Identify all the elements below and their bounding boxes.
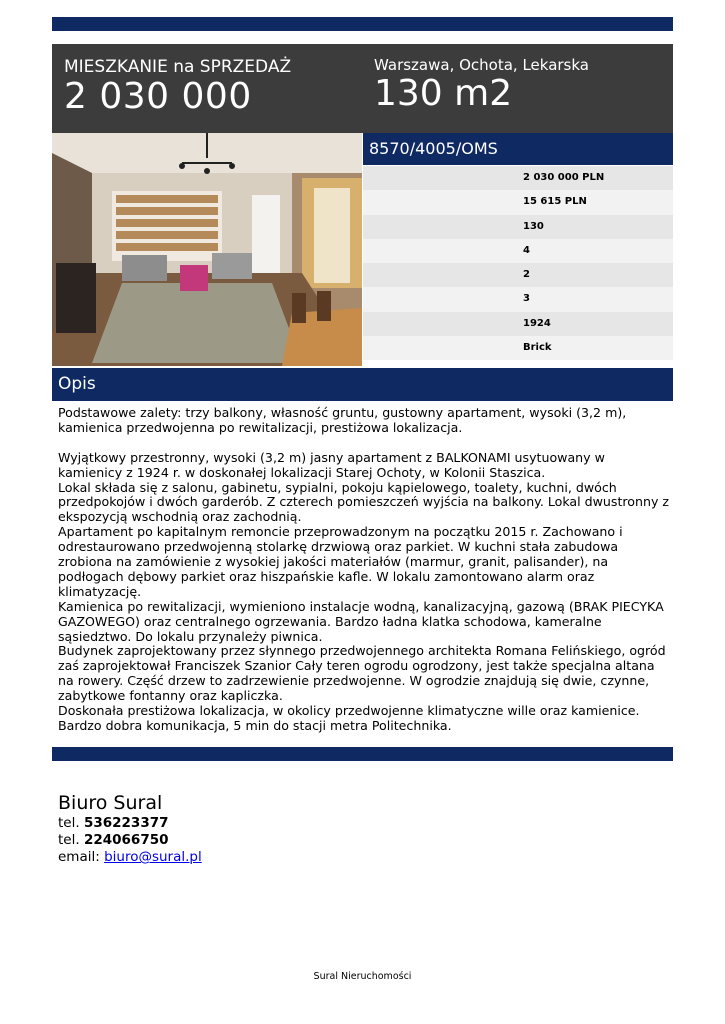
description-body — [58, 406, 670, 734]
listing-reference: 8570/4005/OMS — [363, 133, 673, 165]
listing-type: MIESZKANIE na SPRZEDAŻ — [64, 57, 292, 77]
description-paragraph: Lokal składa się z salonu, gabinetu, sypialni, pokoju kąpielowego, toalety, kuchni, dwóch przedpokojów i dwóch garderób. Z czterech pomieszczeń wyjścia na balkony. Lokal dwustronny z ekspozycją wschodnią oraz zachodnią. — [58, 479, 670, 525]
details-table — [363, 166, 673, 360]
detail-row-material: Brick — [363, 336, 673, 360]
email-label: email: — [58, 849, 100, 865]
phone-line-2 — [58, 832, 202, 849]
detail-row-area: 130 — [363, 215, 673, 239]
top-accent-bar — [52, 17, 673, 31]
detail-row-price-per-m2: 15 615 PLN — [363, 190, 673, 214]
phone-line-1 — [58, 815, 202, 832]
email-line — [58, 849, 202, 866]
description-paragraph: Budynek zaprojektowany przez słynnego przedwojennego architekta Romana Felińskiego, ogród zaś zaprojektował Franciszek Szanior Cały teren ogrodu ogrodzony, jest także specjalna altana na rowery. Część drzew to zadrzewienie przedwojenne. W ogrodzie znajdują się dwie, czynne, zabytkowe fontanny oraz kapliczka. — [58, 643, 666, 704]
description-heading: Opis — [52, 368, 673, 401]
description-paragraph: Apartament po kapitalnym remoncie przeprowadzonym na początku 2015 r. Zachowano i odrestaurowano przedwojenną stolarkę drzwiową oraz parkiet. W kuchni stała zabudowa zrobiona na zamówienie z wysokiej jakości materiałów (marmur, granit, palisander), na podłogach dębowy parkiet oraz hiszpańskie kafle. W lokalu zamontowano alarm oraz klimatyzację. — [58, 524, 623, 599]
listing-location: Warszawa, Ochota, Lekarska — [374, 56, 589, 74]
listing-price: 2 030 000 — [64, 76, 252, 117]
apartment-photo — [52, 133, 362, 366]
contact-block — [58, 791, 202, 866]
phone-number-1: 536223377 — [83, 815, 169, 831]
listing-area: 130 m2 — [374, 73, 513, 114]
bottom-accent-bar — [52, 747, 673, 761]
listing-header — [52, 44, 673, 133]
tel-label: tel. — [58, 832, 80, 848]
description-paragraph: Doskonała prestiżowa lokalizacja, w okolicy przedwojenne klimatyczne wille oraz kamienice. — [58, 703, 640, 719]
detail-row-year: 1924 — [363, 312, 673, 336]
phone-number-2: 224066750 — [83, 832, 169, 848]
agency-name: Biuro Sural — [58, 792, 163, 814]
footer-text: Sural Nieruchomości — [313, 971, 412, 982]
description-paragraph: Podstawowe zalety: trzy balkony, własność gruntu, gustowny apartament, wysoki (3,2 m), kamienica przedwojenna po rewitalizacji, prestiżowa lokalizacja. — [58, 405, 627, 435]
paragraph-spacer — [58, 436, 670, 451]
detail-row-floors: 3 — [363, 287, 673, 311]
description-paragraph: Wyjątkowy przestronny, wysoki (3,2 m) jasny apartament z BALKONAMI usytuowany w kamienicy z 1924 r. w doskonałej lokalizacji Starej Ochoty, w Kolonii Staszica. — [58, 449, 605, 480]
detail-row-rooms: 4 — [363, 239, 673, 263]
detail-row-floor: 2 — [363, 263, 673, 287]
detail-row-price: 2 030 000 PLN — [363, 166, 673, 190]
description-paragraph: Bardzo dobra komunikacja, 5 min do stacji metra Politechnika. — [58, 718, 452, 734]
email-link[interactable]: biuro@sural.pl — [104, 849, 202, 865]
tel-label: tel. — [58, 815, 80, 831]
description-paragraph: Kamienica po rewitalizacji, wymieniono instalacje wodną, kanalizacyjną, gazową (BRAK PIECYKA GAZOWEGO) oraz centralnego ogrzewania. Bardzo ładna klatka schodowa, kameralne sąsiedztwo. Do lokalu przynależy piwnica. — [58, 598, 664, 644]
